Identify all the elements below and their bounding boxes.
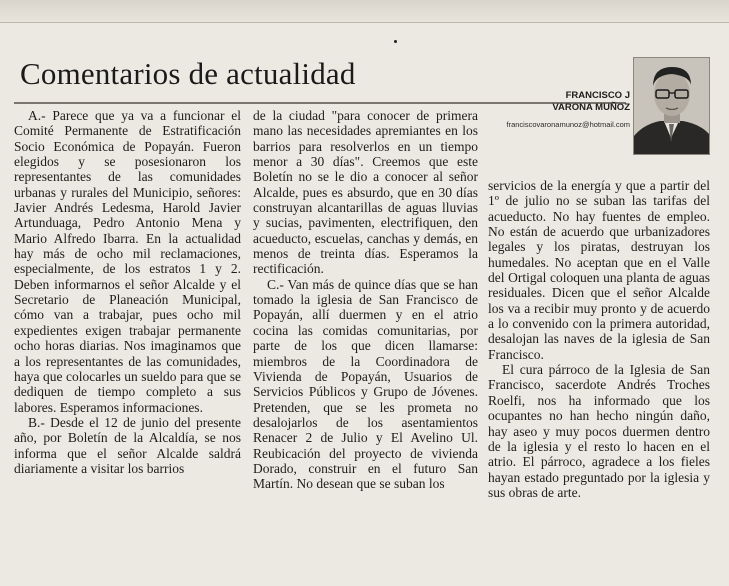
paragraph-b-start: B.- Desde el 12 de junio del presente año, por Boletín de la Alcaldía, se nos informa que el señor Alcalde saldrá diariamente a visitar los barrios <box>14 414 241 476</box>
column-title: Comentarios de actualidad <box>20 56 356 91</box>
article-column-1 <box>14 108 241 476</box>
author-name-line1: FRANCISCO J <box>565 90 630 101</box>
print-dot <box>394 40 397 43</box>
author-byline <box>480 90 630 129</box>
author-name-line2: VARONA MUÑOZ <box>552 102 630 113</box>
author-portrait-image <box>634 58 709 154</box>
paragraph-b-continued: de la ciudad "para conocer de primera mano las necesidades apremiantes en los barrios para resolverlos en un tiempo menor a 30 días". Creemos que este Boletín no se le dio a conocer al señor Alcalde, pues es absurdo, que en 30 días construyan alcantarillas de aguas lluvias y sucias, pavimenten, electrifiquen, den acueducto, escuelas, canchas y demás, en menos de treinta días. Esperamos la rectificación. <box>253 108 478 277</box>
author-photo <box>633 57 710 155</box>
paragraph-c: C.- Van más de quince días que se han tomado la iglesia de San Francisco de Popayán, allí duermen y en el atrio cocina las comidas comunitarias, por parte de los que dicen llamarse: miembros de la Coordinadora de Vivienda de Popayán, Usuarios de Servicios Públicos y Grupo de Jóvenes. Pretenden, que se les prometa no desalojarlos de los asentamientos Renacer 2 de Julio y El Avelino Ul. Reubicación del proyecto de vivienda Dorado, construir en el futuro San Martín. No desean que se suban los <box>253 276 478 492</box>
paragraph-d: El cura párroco de la Iglesia de San Francisco, sacerdote Andrés Troches Roelfi, nos ha informado que los ocupantes no han hecho ningún daño, hay aseo y muy pocos duermen dentro de la iglesia y el resto lo hacen en el atrio. El párroco, agradece a los fieles hayan estado preguntado por la iglesia y sus obras de arte. <box>488 362 710 500</box>
article-column-3 <box>488 178 710 500</box>
author-email: franciscovaronamunoz@hotmail.com <box>506 120 630 129</box>
paragraph-a: A.- Parece que ya va a funcionar el Comité Permanente de Estratificación Socio Económica de Popayán. Fueron elegidos y se posesionaron los representantes de las comunidades urbanas y rurales del Municipio, señores: Javier Andrés Ledesma, Harold Javier Artunduaga, Pedro Antonio Mena y Mario Alfredo Ibarra. En la actualidad hay más de ocho mil reclamaciones, especialmente, de los estratos 1 y 2. Deben informarnos el señor Alcalde y el Secretario de Planeación Municipal, cómo van a trabajar, pues ocho mil expedientes exigen trabajar permanente ocho horas diarias. Nos imaginamos que a los representantes de las comunidades, haya que colocarles un sueldo para que se dediquen de tiempo completo a sus labores. Esperamos informaciones. <box>14 108 241 415</box>
paragraph-c-continued: servicios de la energía y que a partir del 1º de julio no se suban las tarifas del acueducto. No hay fuentes de empleo. No están de acuerdo que urbanizadores legales y los piratas, destruyan los humedales. No aceptan que en el Valle del Ortigal coloquen una planta de aguas residuales. Dicen que el señor Alcalde los va a recibir muy pronto y de acuerdo a lo convenido con la primera autoridad, desalojan las naves de la iglesia de San Francisco. <box>488 178 710 362</box>
article-column-2 <box>253 108 478 492</box>
previous-page-strip <box>0 0 729 23</box>
